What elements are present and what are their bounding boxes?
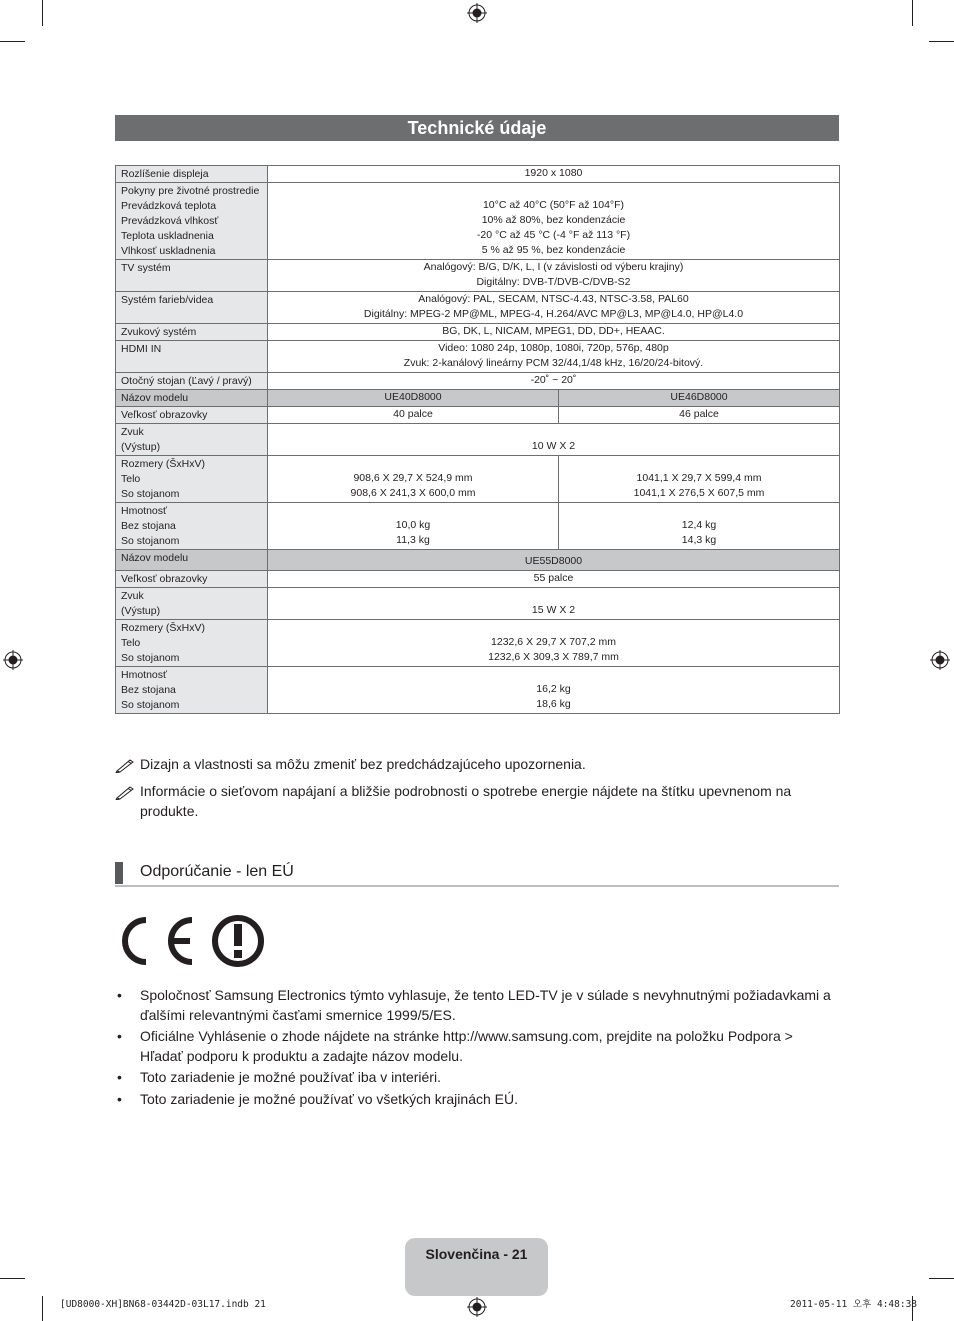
crop-mark <box>42 0 43 26</box>
value-line: 16,2 kg <box>536 683 571 695</box>
value-line: Zvuk: 2-kanálový lineárny PCM 32/44,1/48 kHz, 16/20/24-bitový. <box>403 357 704 369</box>
spec-value: 46 palce <box>559 407 840 424</box>
label-line: Zvuk <box>121 590 144 602</box>
spec-value <box>268 260 840 292</box>
value-line: 14,3 kg <box>681 534 717 546</box>
registration-mark-icon <box>467 1297 487 1317</box>
value-line: -20 °C až 45 °C (-4 °F až 113 °F) <box>476 229 631 241</box>
bullet-symbol: • <box>117 987 122 1003</box>
crop-mark <box>929 41 954 42</box>
bullet-list <box>115 986 839 1111</box>
spec-label <box>116 667 268 714</box>
spec-label <box>116 620 268 667</box>
spec-label: Názov modelu <box>116 390 268 407</box>
value-line: 10,0 kg <box>395 519 431 531</box>
bullet-text: Spoločnosť Samsung Electronics týmto vyhlasuje, že tento LED-TV je v súlade s nevyhnutnými požiadavkami a ďalšími relevantnými časťami smernice 1999/5/ES. <box>140 987 831 1023</box>
value-line: 11,3 kg <box>396 534 430 546</box>
spec-value <box>268 292 840 324</box>
label-line: Rozmery (ŠxHxV) <box>121 458 206 470</box>
table-row <box>116 550 840 571</box>
list-item <box>115 1068 839 1088</box>
spec-value: BG, DK, L, NICAM, MPEG1, DD, DD+, HEAAC. <box>268 324 840 341</box>
value-line: Digitálny: DVB-T/DVB-C/DVB-S2 <box>476 276 631 288</box>
table-row <box>116 260 840 292</box>
value-line: 908,6 X 29,7 X 524,9 mm <box>353 472 473 484</box>
section-title: Odporúčanie - len EÚ <box>140 863 294 880</box>
value-line: 12,4 kg <box>681 519 717 531</box>
registration-mark-icon <box>930 650 950 670</box>
spec-label <box>116 456 268 503</box>
label-line: Telo <box>121 473 141 485</box>
table-row <box>116 667 840 714</box>
label-line: Teplota uskladnenia <box>121 230 214 242</box>
bullet-text: Toto zariadenie je možné používať vo všetkých krajinách EÚ. <box>140 1090 518 1107</box>
section-divider <box>115 885 839 887</box>
note-text: Informácie o sieťovom napájaní a bližšie podrobnosti o spotrebe energie nájdete na štítku upevnenom na produkte. <box>140 783 792 819</box>
table-row <box>116 424 840 456</box>
value-line: 1232,6 X 309,3 X 789,7 mm <box>488 651 619 663</box>
label-line: Zvuk <box>121 426 144 438</box>
table-row <box>116 503 840 550</box>
pen-icon <box>115 757 135 773</box>
spec-value: 1920 x 1080 <box>268 166 840 183</box>
label-line: Prevádzková teplota <box>121 200 217 212</box>
model-name: UE40D8000 <box>268 390 559 407</box>
table-row <box>116 588 840 620</box>
spec-label: Rozlíšenie displeja <box>116 166 268 183</box>
spec-value <box>559 503 840 550</box>
table-row <box>116 390 840 407</box>
spec-label: Veľkosť obrazovky <box>116 571 268 588</box>
spec-value <box>268 183 840 260</box>
value-line: 5 % až 95 %, bez kondenzácie <box>481 244 626 256</box>
registration-mark-icon <box>467 3 487 23</box>
crop-mark <box>912 0 913 26</box>
bullet-text: Toto zariadenie je možné používať iba v interiéri. <box>140 1069 441 1085</box>
bullet-symbol: • <box>117 1090 122 1107</box>
spec-label: Otočný stojan (Ľavý / pravý) <box>116 373 268 390</box>
ce-mark-icon <box>118 912 198 970</box>
note <box>115 782 839 821</box>
label-line: Telo <box>121 637 141 649</box>
spec-value <box>268 667 840 714</box>
page-title: Technické údaje <box>115 115 839 141</box>
spec-value: -20˚ ~ 20˚ <box>268 373 840 390</box>
value-line: 1232,6 X 29,7 X 707,2 mm <box>491 636 616 648</box>
label-line: So stojanom <box>121 535 180 547</box>
table-row <box>116 183 840 260</box>
value-line: 908,6 X 241,3 X 600,0 mm <box>350 487 476 499</box>
value-line: 1041,1 X 29,7 X 599,4 mm <box>636 472 762 484</box>
model-name: UE46D8000 <box>559 390 840 407</box>
bullet-text: Oficiálne Vyhlásenie o zhode nájdete na stránke http://www.samsung.com, prejdite na položku Podpora > Hľadať podporu k produktu a zadajte názov modelu. <box>140 1028 793 1064</box>
page-number: Slovenčina - 21 <box>425 1246 528 1262</box>
bullet-symbol: • <box>117 1028 122 1044</box>
value-line: 1041,1 X 276,5 X 607,5 mm <box>633 487 765 499</box>
table-row <box>116 407 840 424</box>
value-line: 10% až 80%, bez kondenzácie <box>481 214 626 226</box>
label-line: So stojanom <box>121 652 180 664</box>
label-line: (Výstup) <box>121 605 161 617</box>
label-line: (Výstup) <box>121 441 161 453</box>
spec-label: Veľkosť obrazovky <box>116 407 268 424</box>
label-line: Bez stojana <box>121 684 176 696</box>
spec-value: 10 W X 2 <box>268 424 840 456</box>
list-item <box>115 1027 839 1066</box>
section-marker <box>115 862 123 884</box>
label-line: Prevádzková vlhkosť <box>121 215 219 227</box>
spec-table <box>115 165 840 714</box>
value-line: 18,6 kg <box>536 698 571 710</box>
table-row <box>116 373 840 390</box>
spec-label <box>116 588 268 620</box>
spec-value <box>268 620 840 667</box>
table-row <box>116 324 840 341</box>
print-slug-date: 2011-05-11 오후 4:48:38 <box>790 1299 918 1310</box>
spec-value <box>268 341 840 373</box>
value-line: 10°C až 40°C (50°F až 104°F) <box>482 199 625 211</box>
bullet-symbol: • <box>117 1069 122 1085</box>
label-line: Hmotnosť <box>121 669 167 681</box>
note-text: Dizajn a vlastnosti sa môžu zmeniť bez predchádzajúceho upozornenia. <box>140 756 586 772</box>
alert-icon <box>210 912 266 970</box>
spec-label <box>116 503 268 550</box>
pen-icon <box>115 784 135 800</box>
table-row <box>116 292 840 324</box>
spec-value: 15 W X 2 <box>268 588 840 620</box>
crop-mark <box>42 1296 43 1321</box>
value-line: Analógový: B/G, D/K, L, I (v závislosti od výberu krajiny) <box>423 261 684 273</box>
label-line: Bez stojana <box>121 520 176 532</box>
spec-label: Systém farieb/videa <box>116 292 268 324</box>
model-name: UE55D8000 <box>268 550 840 571</box>
table-row <box>116 166 840 183</box>
spec-label <box>116 424 268 456</box>
spec-label: Názov modelu <box>116 550 268 571</box>
spec-value: 40 palce <box>268 407 559 424</box>
crop-mark <box>0 1278 25 1279</box>
crop-mark <box>929 1278 954 1279</box>
value-line: Video: 1080 24p, 1080p, 1080i, 720p, 576p, 480p <box>438 342 669 354</box>
spec-value <box>268 456 559 503</box>
label-line: Hmotnosť <box>121 505 167 517</box>
spec-value <box>559 456 840 503</box>
spec-label <box>116 183 268 260</box>
print-slug-file: [UD8000-XH]BN68-03442D-03L17.indb 21 <box>60 1299 266 1310</box>
table-row <box>116 456 840 503</box>
registration-mark-icon <box>3 650 23 670</box>
label-line: So stojanom <box>121 699 180 711</box>
list-item <box>115 986 839 1025</box>
table-row <box>116 571 840 588</box>
label-line: Pokyny pre životné prostredie <box>121 185 260 197</box>
table-row <box>116 341 840 373</box>
spec-value: 55 palce <box>268 571 840 588</box>
spec-label: TV systém <box>116 260 268 292</box>
label-line: Vlhkosť uskladnenia <box>121 245 216 257</box>
value-line: Digitálny: MPEG-2 MP@ML, MPEG-4, H.264/AVC MP@L3, MP@L4.0, HP@L4.0 <box>363 308 744 320</box>
list-item <box>115 1090 839 1110</box>
spec-label: Zvukový systém <box>116 324 268 341</box>
crop-mark <box>0 41 25 42</box>
spec-value <box>268 503 559 550</box>
label-line: So stojanom <box>121 488 180 500</box>
table-row <box>116 620 840 667</box>
note <box>115 755 839 775</box>
value-line: Analógový: PAL, SECAM, NTSC-4.43, NTSC-3.58, PAL60 <box>418 293 689 305</box>
label-line: Rozmery (ŠxHxV) <box>121 622 206 634</box>
spec-label: HDMI IN <box>116 341 268 373</box>
